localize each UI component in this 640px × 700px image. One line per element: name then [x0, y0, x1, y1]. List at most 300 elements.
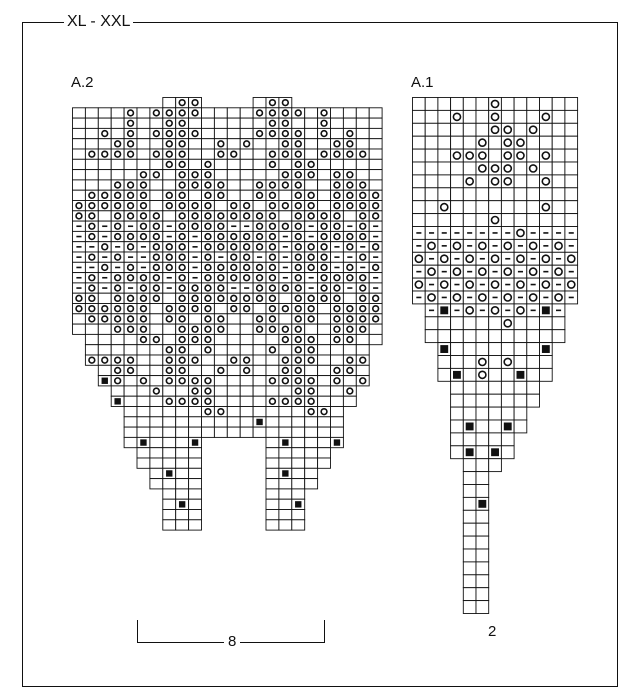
chart-cell — [176, 520, 189, 530]
chart-cell — [527, 394, 540, 407]
chart-cell — [514, 317, 527, 330]
chart-cell — [476, 588, 489, 601]
chart-cell — [98, 170, 111, 180]
chart-cell — [552, 149, 565, 162]
chart-cell — [292, 118, 305, 128]
chart-cell — [463, 575, 476, 588]
chart-cell — [451, 136, 464, 149]
chart-cell — [489, 201, 502, 214]
chart-cell — [463, 601, 476, 614]
chart-cell — [111, 170, 124, 180]
chart-cell — [451, 446, 464, 459]
chart-cell — [331, 417, 344, 427]
chart-cell — [292, 510, 305, 520]
chart-cell — [501, 265, 514, 278]
chart-cell — [451, 98, 464, 111]
chart-cell — [476, 188, 489, 201]
chart-cell — [176, 427, 189, 437]
chart-cell — [438, 368, 451, 381]
filled-square-symbol — [166, 470, 172, 476]
chart-cell — [489, 149, 502, 162]
chart-cell — [163, 407, 176, 417]
chart-cell — [425, 110, 438, 123]
frame-title: XL - XXL — [64, 14, 133, 30]
chart-cell — [552, 110, 565, 123]
chart-cell — [489, 317, 502, 330]
chart-cell — [565, 136, 578, 149]
chart-cell — [527, 188, 540, 201]
chart-cell — [514, 188, 527, 201]
chart-cell — [540, 188, 553, 201]
chart-cell — [451, 356, 464, 369]
chart-cell — [279, 293, 292, 303]
chart-cell — [552, 214, 565, 227]
chart-cell — [73, 159, 86, 169]
chart-cell — [240, 324, 253, 334]
chart-cell — [279, 211, 292, 221]
chart-cell — [343, 211, 356, 221]
chart-cell — [476, 459, 489, 472]
chart-cell — [463, 317, 476, 330]
chart-cell — [501, 188, 514, 201]
chart-cell — [176, 489, 189, 499]
chart-cell — [227, 159, 240, 169]
chart-cell — [463, 98, 476, 111]
chart-cell — [565, 252, 578, 265]
chart-cell — [489, 98, 502, 111]
chart-cell — [253, 355, 266, 365]
chart-cell — [137, 365, 150, 375]
chart-cell — [189, 499, 202, 509]
chart-cell — [514, 356, 527, 369]
chart-cell — [413, 214, 426, 227]
chart-cell — [240, 149, 253, 159]
chart-cell — [489, 136, 502, 149]
chart-cell — [463, 472, 476, 485]
chart-cell — [463, 510, 476, 523]
chart-cell — [514, 201, 527, 214]
chart-cell — [552, 98, 565, 111]
chart-cell — [85, 170, 98, 180]
chart-cell — [124, 396, 137, 406]
chart-cell — [124, 407, 137, 417]
chart-cell — [98, 180, 111, 190]
chart-cell — [279, 458, 292, 468]
chart-cell — [356, 118, 369, 128]
chart-cell — [318, 458, 331, 468]
chart-cell — [451, 214, 464, 227]
chart-a1 — [413, 98, 578, 614]
chart-cell — [266, 468, 279, 478]
chart-cell — [176, 448, 189, 458]
chart-cell — [73, 180, 86, 190]
chart-cell — [425, 136, 438, 149]
filled-square-symbol — [542, 345, 550, 353]
chart-cell — [163, 211, 176, 221]
filled-square-symbol — [102, 378, 108, 384]
chart-cell — [318, 159, 331, 169]
chart-cell — [318, 448, 331, 458]
chart-cell — [214, 118, 227, 128]
chart-cell — [413, 252, 426, 265]
chart-cell — [501, 239, 514, 252]
chart-cell — [227, 139, 240, 149]
chart-cell — [292, 520, 305, 530]
chart-cell — [318, 427, 331, 437]
chart-cell — [476, 356, 489, 369]
chart-cell — [331, 427, 344, 437]
chart-cell — [501, 433, 514, 446]
filled-square-symbol — [282, 470, 288, 476]
chart-cell — [476, 330, 489, 343]
chart-cell — [150, 427, 163, 437]
chart-cell — [527, 265, 540, 278]
chart-cell — [150, 314, 163, 324]
chart-cell — [463, 433, 476, 446]
chart-cell — [85, 118, 98, 128]
chart-cell — [150, 396, 163, 406]
chart-cell — [489, 188, 502, 201]
filled-square-symbol — [440, 306, 448, 314]
chart-cell — [451, 394, 464, 407]
chart-cell — [451, 265, 464, 278]
chart-cell — [425, 239, 438, 252]
chart-cell — [266, 448, 279, 458]
chart-cell — [413, 188, 426, 201]
chart-cell — [163, 489, 176, 499]
chart-cell — [438, 123, 451, 136]
chart-cell — [150, 437, 163, 447]
chart-cell — [438, 136, 451, 149]
chart-cell — [240, 170, 253, 180]
chart-cell — [489, 343, 502, 356]
chart-cell — [425, 291, 438, 304]
chart-cell — [540, 149, 553, 162]
chart-cell — [163, 324, 176, 334]
chart-cell — [202, 139, 215, 149]
chart-cell — [227, 345, 240, 355]
chart-cell — [150, 479, 163, 489]
chart-cell — [137, 159, 150, 169]
chart-cell — [202, 355, 215, 365]
chart-cell — [85, 345, 98, 355]
chart-cell — [98, 108, 111, 118]
chart-cell — [540, 201, 553, 214]
chart-cell — [565, 214, 578, 227]
chart-cell — [463, 149, 476, 162]
chart-cell — [331, 128, 344, 138]
chart-cell — [305, 437, 318, 447]
chart-cell — [463, 407, 476, 420]
chart-cell — [476, 162, 489, 175]
chart-cell — [227, 170, 240, 180]
chart-cell — [489, 368, 502, 381]
chart-cell — [318, 417, 331, 427]
chart-cell — [565, 175, 578, 188]
chart-cell — [189, 468, 202, 478]
chart-cell — [476, 549, 489, 562]
chart-cell — [356, 108, 369, 118]
chart-cell — [343, 345, 356, 355]
chart-cell — [451, 239, 464, 252]
chart-cell — [202, 118, 215, 128]
chart-cell — [137, 396, 150, 406]
chart-cell — [227, 365, 240, 375]
chart-cell — [227, 128, 240, 138]
chart-cell — [189, 118, 202, 128]
chart-cell — [489, 162, 502, 175]
chart-cell — [451, 175, 464, 188]
chart-cell — [425, 188, 438, 201]
chart-cell — [253, 170, 266, 180]
chart-cell — [501, 149, 514, 162]
chart-cell — [527, 162, 540, 175]
chart-cell — [476, 523, 489, 536]
chart-cell — [369, 118, 382, 128]
chart-cell — [214, 386, 227, 396]
chart-cell — [425, 149, 438, 162]
chart-cell — [214, 376, 227, 386]
filled-square-symbol — [295, 501, 301, 507]
chart-cell — [202, 365, 215, 375]
chart-cell — [305, 458, 318, 468]
chart-cell — [425, 123, 438, 136]
chart-cell — [463, 394, 476, 407]
chart-cell — [305, 180, 318, 190]
chart-cell — [451, 343, 464, 356]
chart-cell — [552, 201, 565, 214]
chart-cell — [305, 448, 318, 458]
chart-cell — [425, 317, 438, 330]
chart-cell — [514, 278, 527, 291]
chart-cell — [501, 162, 514, 175]
chart-cell — [292, 468, 305, 478]
chart-cell — [163, 98, 176, 108]
chart-cell — [438, 110, 451, 123]
chart-cell — [266, 170, 279, 180]
chart-cell — [240, 334, 253, 344]
chart-cell — [501, 407, 514, 420]
chart-cell — [253, 376, 266, 386]
chart-cell — [413, 123, 426, 136]
chart-cell — [527, 201, 540, 214]
chart-cell — [356, 365, 369, 375]
chart-cell — [463, 175, 476, 188]
chart-cell — [331, 355, 344, 365]
chart-cell — [253, 139, 266, 149]
filled-square-symbol — [517, 371, 525, 379]
chart-cell — [150, 139, 163, 149]
chart-cell — [438, 330, 451, 343]
chart-cell — [150, 190, 163, 200]
chart-cell — [266, 437, 279, 447]
chart-cell — [489, 214, 502, 227]
chart-cell — [111, 108, 124, 118]
chart-cell — [476, 175, 489, 188]
chart-cell — [266, 407, 279, 417]
chart-cell — [331, 118, 344, 128]
chart-cell — [253, 407, 266, 417]
chart-cell — [85, 324, 98, 334]
chart-cell — [137, 149, 150, 159]
chart-cell — [227, 407, 240, 417]
chart-cell — [163, 437, 176, 447]
chart-cell — [463, 201, 476, 214]
chart-cell — [227, 334, 240, 344]
chart-cell — [318, 386, 331, 396]
chart-cell — [279, 510, 292, 520]
chart-cell — [189, 479, 202, 489]
chart-cell — [124, 334, 137, 344]
chart-cell — [124, 376, 137, 386]
chart-a2 — [73, 98, 383, 531]
chart-cell — [540, 98, 553, 111]
chart-cell — [463, 343, 476, 356]
chart-cell — [189, 417, 202, 427]
chart-cell — [476, 446, 489, 459]
chart-cell — [501, 446, 514, 459]
chart-cell — [369, 334, 382, 344]
chart-cell — [150, 159, 163, 169]
chart-cell — [425, 330, 438, 343]
chart-cell — [202, 417, 215, 427]
chart-cell — [413, 98, 426, 111]
chart-cell — [331, 407, 344, 417]
chart-cell — [111, 386, 124, 396]
chart-cell — [279, 159, 292, 169]
chart-cell — [266, 365, 279, 375]
chart-cell — [501, 214, 514, 227]
chart-cell — [451, 201, 464, 214]
filled-square-symbol — [466, 423, 474, 431]
chart-cell — [124, 159, 137, 169]
chart-cell — [240, 417, 253, 427]
chart-cell — [463, 162, 476, 175]
chart-cell — [501, 394, 514, 407]
chart-cell — [318, 396, 331, 406]
chart-cell — [85, 159, 98, 169]
chart-cell — [253, 159, 266, 169]
chart-cell — [463, 497, 476, 510]
chart-cell — [463, 123, 476, 136]
chart-cell — [137, 448, 150, 458]
chart-cell — [305, 128, 318, 138]
chart-cell — [463, 188, 476, 201]
chart-cell — [425, 98, 438, 111]
chart-cell — [176, 407, 189, 417]
chart-cell — [463, 330, 476, 343]
chart-cell — [137, 417, 150, 427]
chart-cell — [476, 368, 489, 381]
chart-cell — [451, 291, 464, 304]
chart-cell — [501, 381, 514, 394]
chart-cell — [489, 356, 502, 369]
chart-cell — [124, 386, 137, 396]
chart-cell — [343, 396, 356, 406]
chart-cell — [279, 417, 292, 427]
chart-cell — [476, 265, 489, 278]
chart-cell — [214, 108, 227, 118]
chart-cell — [279, 314, 292, 324]
chart-cell — [514, 136, 527, 149]
chart-cell — [540, 136, 553, 149]
chart-cell — [476, 510, 489, 523]
chart-cell — [163, 458, 176, 468]
chart-cell — [514, 304, 527, 317]
chart-cell — [240, 190, 253, 200]
chart-cell — [540, 162, 553, 175]
chart-cell — [214, 345, 227, 355]
chart-a2-title: A.2 — [71, 74, 94, 91]
chart-cell — [279, 190, 292, 200]
chart-cell — [176, 458, 189, 468]
filled-square-symbol — [179, 501, 185, 507]
chart-cell — [489, 278, 502, 291]
chart-cell — [540, 175, 553, 188]
chart-cell — [565, 110, 578, 123]
chart-cell — [356, 128, 369, 138]
chart-cell — [318, 365, 331, 375]
chart-cell — [552, 123, 565, 136]
chart-cell — [527, 98, 540, 111]
chart-cell — [73, 324, 86, 334]
chart-cell — [253, 427, 266, 437]
chart-cell — [425, 175, 438, 188]
chart-cell — [189, 510, 202, 520]
filled-square-symbol — [453, 371, 461, 379]
chart-cell — [240, 345, 253, 355]
chart-cell — [514, 98, 527, 111]
chart-cell — [214, 128, 227, 138]
chart-cell — [413, 162, 426, 175]
chart-cell — [279, 345, 292, 355]
filled-square-symbol — [334, 439, 340, 445]
chart-cell — [552, 291, 565, 304]
chart-cell — [463, 523, 476, 536]
chart-cell — [476, 394, 489, 407]
chart-cell — [514, 123, 527, 136]
chart-cell — [163, 293, 176, 303]
chart-cell — [489, 394, 502, 407]
filled-square-symbol — [504, 423, 512, 431]
chart-cell — [189, 139, 202, 149]
chart-cell — [425, 201, 438, 214]
chart-cell — [318, 334, 331, 344]
chart-cell — [501, 175, 514, 188]
chart-cell — [501, 368, 514, 381]
chart-cell — [253, 334, 266, 344]
chart-cell — [476, 575, 489, 588]
chart-cell — [124, 417, 137, 427]
chart-cell — [527, 291, 540, 304]
chart-cell — [227, 314, 240, 324]
chart-cell — [438, 149, 451, 162]
chart-cell — [150, 345, 163, 355]
chart-cell — [369, 170, 382, 180]
chart-cell — [476, 536, 489, 549]
chart-cell — [176, 510, 189, 520]
chart-cell — [514, 343, 527, 356]
chart-cell — [124, 427, 137, 437]
chart-cell — [292, 489, 305, 499]
chart-cell — [150, 468, 163, 478]
chart-cell — [176, 437, 189, 447]
chart-cell — [552, 239, 565, 252]
chart-cell — [98, 345, 111, 355]
chart-cell — [331, 386, 344, 396]
chart-cell — [85, 139, 98, 149]
chart-cell — [527, 175, 540, 188]
